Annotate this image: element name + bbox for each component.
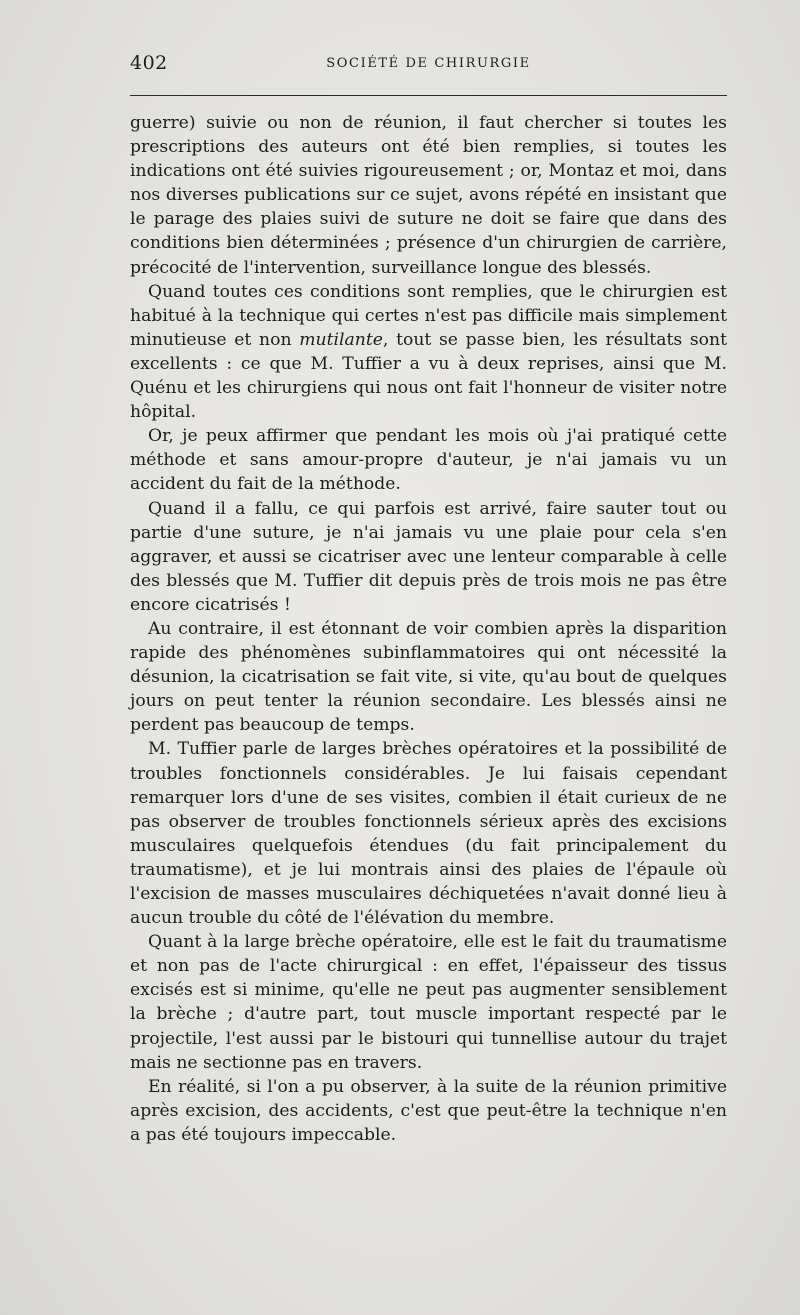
body-text <box>130 111 727 1147</box>
header-rule <box>130 95 727 96</box>
paragraph-5: Au contraire, il est étonnant de voir combien après la disparition rapide des phénomènes subinflammatoires qui ont nécessité la désunion, la cicatrisation se fait vite, si vite, qu'au bout de quelques jours on peut tenter la réunion secondaire. Les blessés ainsi ne perdent pas beaucoup de temps. <box>130 618 727 736</box>
paragraph-8: En réalité, si l'on a pu observer, à la suite de la réunion primitive après excision, des accidents, c'est que peut-être la technique n'en a pas été toujours impeccable. <box>130 1076 727 1145</box>
paragraph-7: Quant à la large brèche opératoire, elle est le fait du traumatisme et non pas de l'acte chirurgical : en effet, l'épaisseur des tissus excisés est si minime, qu'elle ne peut pas augmenter sensiblement la brèche ; d'autre part, tout muscle important respecté par le projectile, l'est aussi par le bistouri qui tunnellise autour du trajet mais ne sectionne pas en travers. <box>130 932 727 1073</box>
paragraph-4: Quand il a fallu, ce qui parfois est arrivé, faire sauter tout ou partie d'une suture, je n'ai jamais vu une plaie pour cela s'en aggraver, et aussi se cicatriser avec une lenteur comparable à celle des blessés que M. Tuffier dit depuis près de trois mois ne pas être encore cicatrisés ! <box>130 498 727 615</box>
paragraph-2 <box>130 280 727 425</box>
paragraph-2-part-1: Quand toutes ces conditions sont remplies, que le chirurgien est habitué à la technique qui certes n'est pas difficile mais simplement minutieuse et non <box>130 281 727 350</box>
paragraph-6: M. Tuffier parle de larges brèches opératoires et la possibilité de troubles fonctionnels considérables. Je lui faisais cependant remarquer lors d'une de ses visites, combien il était curieux de ne pas observer de troubles fonctionnels sérieux après des excisions musculaires quelquefois étendues (du fait principalement du traumatisme), et je lui montrais ainsi des plaies de l'épaule où l'excision de masses musculaires déchiquetées n'avait donné lieu à aucun trouble du côté de l'élévation du membre. <box>130 739 727 929</box>
paragraph-1: guerre) suivie ou non de réunion, il faut chercher si toutes les prescriptions des auteurs ont été bien remplies, si toutes les indications ont été suivies rigoureusement ; or, Montaz et moi, dans nos diverses publications sur ce sujet, avons répété en insistant que le parage des plaies suivi de suture ne doit se faire que dans des conditions bien déterminées ; présence d'un chirurgien de carrière, précocité de l'intervention, surveillance longue des blessés. <box>130 113 727 278</box>
page-header <box>130 52 727 78</box>
page-number: 402 <box>130 52 168 74</box>
paragraph-3: Or, je peux affirmer que pendant les mois où j'ai pratiqué cette méthode et sans amour-propre d'auteur, je n'ai jamais vu un accident du fait de la méthode. <box>130 426 727 495</box>
paragraph-2-part-2: , tout se passe bien, les résultats sont excellents : ce que M. Tuffier a vu à deux reprises, ainsi que M. Quénu et les chirurgiens qui nous ont fait l'honneur de visiter notre hôpital. <box>130 329 728 423</box>
running-title: SOCIÉTÉ DE CHIRURGIE <box>326 56 531 71</box>
emphasis-mutilante: mutilante <box>299 329 383 350</box>
